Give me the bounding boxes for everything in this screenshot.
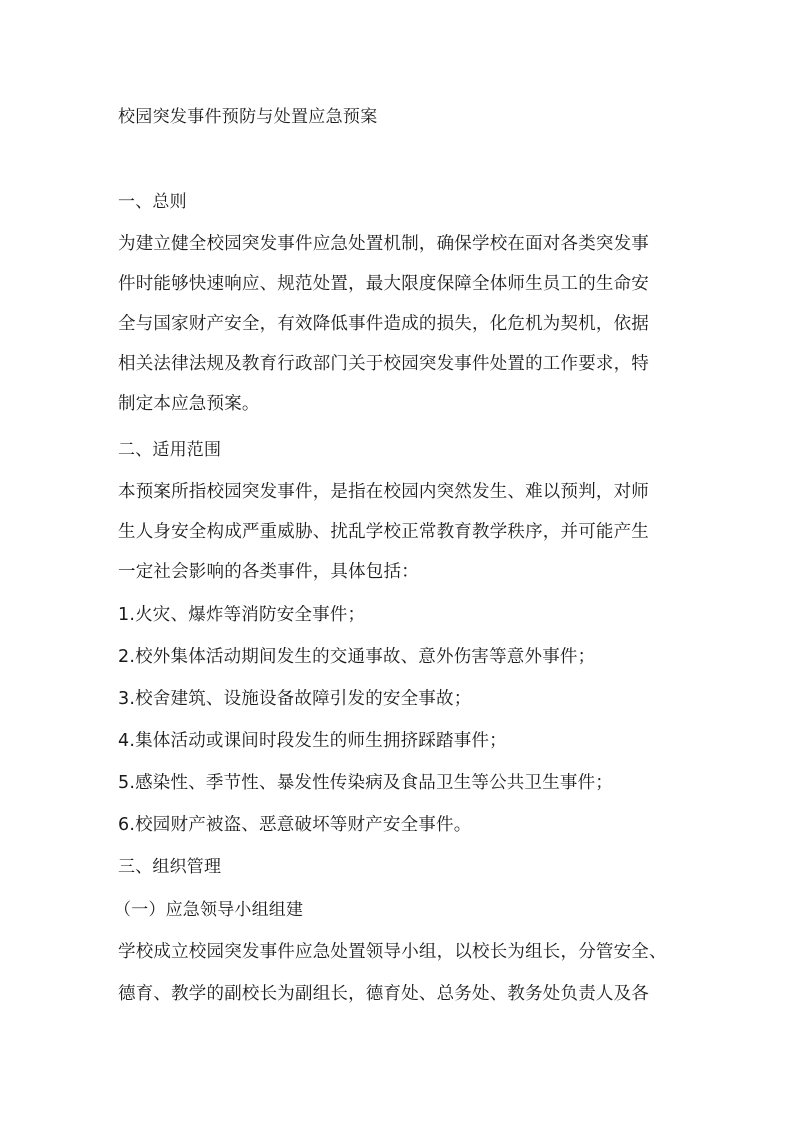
section-heading-scope: 二、适用范围 [118,440,222,460]
paragraph-line: 本预案所指校园突发事件，是指在校园内突然发生、难以预判，对师 [118,482,649,502]
section-heading-general: 一、总则 [118,192,187,212]
list-item: 1.火灾、爆炸等消防安全事件； [118,605,366,625]
paragraph-line: 一定社会影响的各类事件，具体包括： [118,562,419,582]
paragraph-line: 为建立健全校园突发事件应急处置机制，确保学校在面对各类突发事 [118,234,649,254]
paragraph-line: 学校成立校园突发事件应急处置领导小组，以校长为组长，分管安全、 [118,942,667,962]
list-item: 3.校舍建筑、设施设备故障引发的安全事故； [118,689,472,709]
document-title: 校园突发事件预防与处置应急预案 [118,107,378,127]
paragraph-line: 件时能够快速响应、规范处置，最大限度保障全体师生员工的生命安 [118,274,649,294]
paragraph-line: 制定本应急预案。 [118,394,260,414]
paragraph-line: 全与国家财产安全，有效降低事件造成的损失，化危机为契机，依据 [118,314,649,334]
section-heading-organization: 三、组织管理 [118,857,222,877]
list-item: 2.校外集体活动期间发生的交通事故、意外伤害等意外事件； [118,647,596,667]
paragraph-line: 相关法律法规及教育行政部门关于校园突发事件处置的工作要求，特 [118,354,649,374]
paragraph-line: 生人身安全构成严重威胁、扰乱学校正常教育教学秩序，并可能产生 [118,522,649,542]
list-item: 5.感染性、季节性、暴发性传染病及食品卫生等公共卫生事件； [118,773,613,793]
list-item: 6.校园财产被盗、恶意破坏等财产安全事件。 [118,815,472,835]
subsection-heading: （一）应急领导小组组建 [114,900,304,920]
list-item: 4.集体活动或课间时段发生的师生拥挤踩踏事件； [118,731,507,751]
paragraph-line: 德育、教学的副校长为副组长，德育处、总务处、教务处负责人及各 [118,984,649,1004]
